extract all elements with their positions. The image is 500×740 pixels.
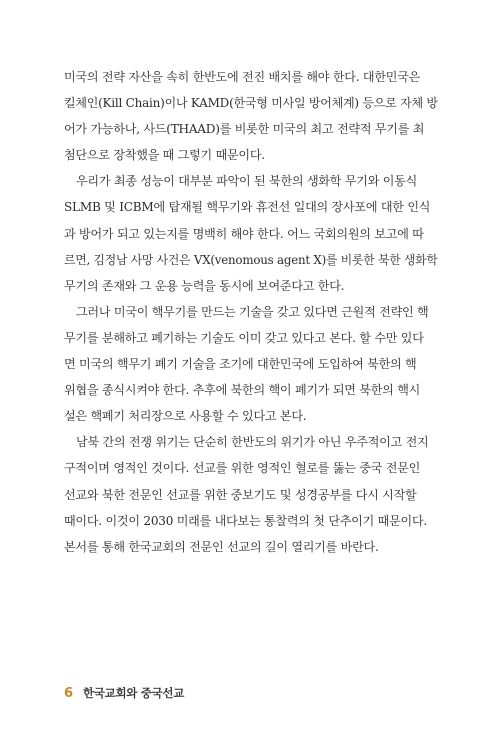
text-line: 그러나 미국이 핵무기를 만드는 기술을 갖고 있다면 근원적 전략인 핵 [76,304,429,319]
text-line: 구적이며 영적인 것이다. 선교를 위한 영적인 혈로를 뚫는 중국 전문인 [64,461,421,476]
text-line: 미국의 전략 자산을 속히 한반도에 전진 배치를 해야 한다. 대한민국은 [64,70,421,84]
paragraph-1 [64,64,438,168]
text-line: 무기의 존재와 그 운용 능력을 동시에 보여준다고 한다. [64,278,345,293]
text-line: 설은 핵폐기 처리장으로 사용할 수 있다고 본다. [64,409,307,424]
text-line: 어가 가능하나, 사드(THAAD)를 비롯한 미국의 최고 전략적 무기를 최 [64,122,425,137]
text-line: 우리가 최종 성능이 대부분 파악이 된 북한의 생화학 무기와 이동식 [76,174,418,189]
body-text [64,64,438,560]
text-line: 때이다. 이것이 2030 미래를 내다보는 통찰력의 첫 단추이기 때문이다. [64,513,427,528]
paragraph-4 [64,429,438,559]
text-line: 위협을 종식시켜야 한다. 추후에 북한의 핵이 폐기가 되면 북한의 핵시 [64,383,421,398]
text-line: 무기를 분해하고 폐기하는 기술도 이미 갖고 있다고 본다. 할 수만 있다 [64,330,424,345]
text-line: SLMB 및 ICBM에 탑재될 핵무기와 휴전선 일대의 장사포에 대한 인식 [64,200,431,215]
text-line: 남북 간의 전쟁 위기는 단순히 한반도의 위기가 아닌 우주적이고 전지 [76,435,429,450]
page-number: 6 [64,685,74,701]
text-line: 과 방어가 되고 있는지를 명백히 해야 한다. 어느 국회의원의 보고에 따 [64,226,424,241]
paragraph-2 [64,168,438,298]
text-line: 선교와 북한 전문인 선교를 위한 중보기도 및 성경공부를 다시 시작할 [64,487,417,502]
text-line: 르면, 김정남 사망 사건은 VX(venomous agent X)를 비롯한 북한 생화학 [64,252,438,267]
text-line: 면 미국의 핵무기 폐기 기술을 조기에 대한민국에 도입하여 북한의 핵 [64,357,417,372]
text-line: 첨단으로 장착했을 때 그렇기 때문이다. [64,148,265,163]
page-footer [64,683,184,703]
text-line: 본서를 통해 한국교회의 전문인 선교의 길이 열리기를 바란다. [64,539,379,554]
text-line: 킬체인(Kill Chain)이나 KAMD(한국형 미사일 방어체계) 등으로 자체 방 [64,96,438,111]
running-title: 한국교회와 중국선교 [83,686,185,700]
paragraph-3 [64,299,438,429]
